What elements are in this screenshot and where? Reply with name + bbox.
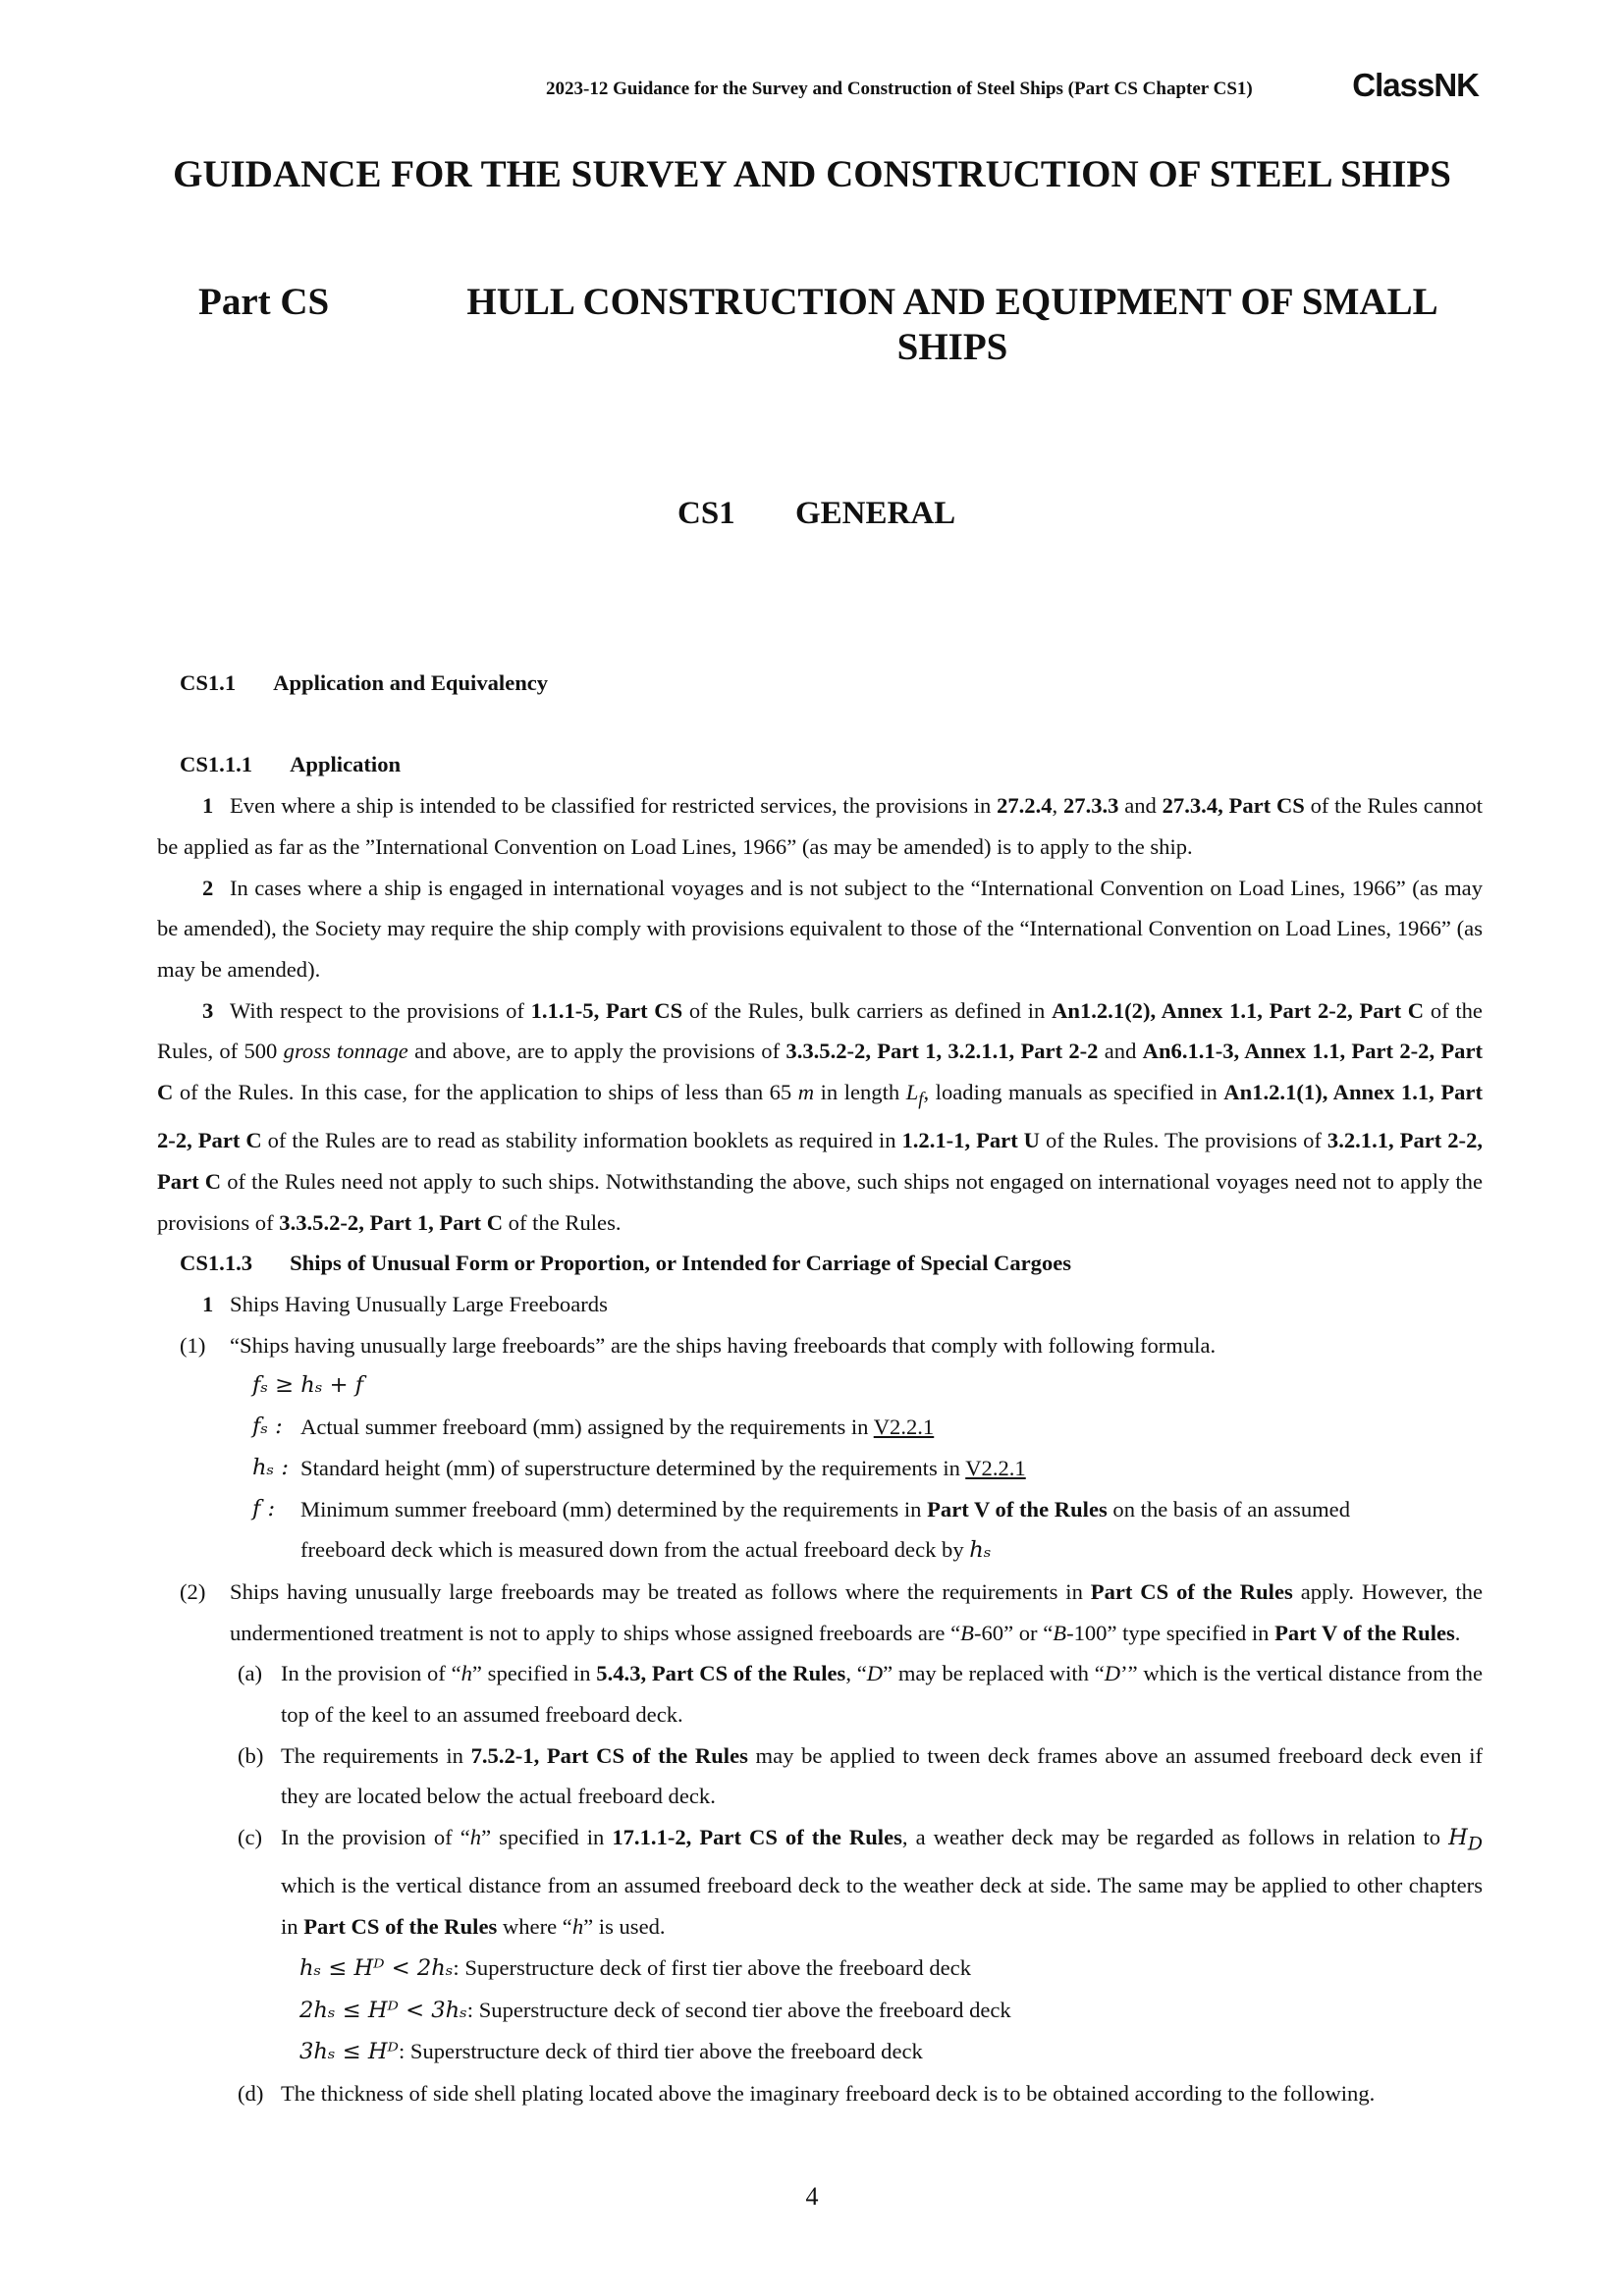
subitem-2: (2) Ships having unusually large freeboards may be treated as follows where the requirements in Part CS of the Rules apply. However, the undermentioned treatment is not to apply to ships whose assigned freeboards are “B-60” or “B-100” type specified in Part V of the Rules. [180, 1578, 1484, 1645]
subitem-2d: (d) The thickness of side shell plating located above the imaginary freeboard deck is to be obtained according to the following. [238, 2080, 1376, 2106]
part-title-line1: HULL CONSTRUCTION AND EQUIPMENT OF SMALL [466, 281, 1438, 323]
tier-3: 3hₛ ≤ Hᴰ: Superstructure deck of third tier above the freeboard deck [299, 2039, 923, 2065]
section-heading-cs1-1-1: CS1.1.1 Application [180, 752, 402, 777]
definition-hs: hₛ : Standard height (mm) of superstructure determined by the requirements in V2.2.1 [252, 1454, 1026, 1480]
part-number: Part CS [198, 281, 330, 323]
formula-definitions [157, 1407, 1483, 1572]
section-heading-cs1-1-3: CS1.1.3 Ships of Unusual Form or Proportion, or Intended for Carriage of Special Cargoes [180, 1251, 1072, 1276]
part-title-line2: SHIPS [896, 326, 1008, 368]
chapter-title: GENERAL [795, 496, 956, 531]
item-1: 1 Ships Having Unusually Large Freeboards [202, 1292, 608, 1317]
running-header-text: 2023-12 Guidance for the Survey and Construction of Steel Ships (Part CS Chapter CS1) [546, 79, 1253, 99]
body-text [157, 663, 1483, 2114]
running-header [546, 67, 1479, 103]
tier-2: 2hₛ ≤ Hᴰ < 3hₛ: Superstructure deck of second tier above the freeboard deck [299, 1997, 1011, 2023]
tier-inequalities [157, 1948, 1483, 2073]
subitem-1: (1) “Ships having unusually large freeboards” are the ships having freeboards that comply with following formula. [180, 1332, 1217, 1358]
subitem-2b: (b) The requirements in 7.5.2-1, Part CS of the Rules may be applied to tween deck frames above an assumed freeboard deck even if they are located below the actual freeboard deck. [238, 1742, 1483, 1809]
page-number: 4 [805, 2182, 819, 2211]
classnk-logo: ClassNK [1352, 67, 1479, 103]
part-title [412, 280, 1492, 370]
paragraph-1: 1 Even where a ship is intended to be classified for restricted services, the provisions in 27.2.4, 27.3.3 and 27.3.4, Part CS of the Rules cannot be applied as far as the ”International Convention on Load Lines, 1966” (as may be amended) is to apply to the ship. [157, 793, 1484, 859]
definition-f-continued: freeboard deck which is measured down from the actual freeboard deck by hₛ [300, 1537, 992, 1564]
subitem-2a: (a) In the provision of “h” specified in 5.4.3, Part CS of the Rules, “D” may be replaced with “D’” which is the vertical distance from the top of the keel to an assumed freeboard deck. [238, 1661, 1484, 1728]
freeboard-formula: fₛ ≥ hₛ + f [252, 1372, 364, 1399]
chapter-number: CS1 [677, 496, 735, 531]
subitem-2c: (c) In the provision of “h” specified in 17.1.1-2, Part CS of the Rules, a weather deck may be regarded as follows in relation to $H_D$ which is the vertical distance from an assumed freeboard deck to the weather deck at side. The same may be applied to other chapters in Part CS of the Rules where “h” is used. [238, 1825, 1483, 1940]
tier-1: hₛ ≤ Hᴰ < 2hₛ: Superstructure deck of first tier above the freeboard deck [299, 1954, 971, 1981]
paragraph-3: 3 With respect to the provisions of 1.1.1-5, Part CS of the Rules, bulk carriers as defined in An1.2.1(2), Annex 1.1, Part 2-2, Part C of the Rules, of 500 gross tonnage and above, are to apply the provisions of 3.3.5.2-2, Part 1, 3.2.1.1, Part 2-2 and An6.1.1-3, Annex 1.1, Part 2-2, Part C of the Rules. In this case, for the application to ships of less than 65 m in length $L_f$, loading manuals as specified in An1.2.1(1), Annex 1.1, Part 2-2, Part C of the Rules are to read as stability information booklets as required in 1.2.1-1, Part U of the Rules. The provisions of 3.2.1.1, Part 2-2, Part C of the Rules need not apply to such ships. Notwithstanding the above, such ships not engaged on international voyages need not to apply the provisions of 3.3.5.2-2, Part 1, Part C of the Rules. [157, 997, 1484, 1235]
section-heading-cs1-1: CS1.1 Application and Equivalency [180, 670, 549, 695]
definition-f: f : Minimum summer freeboard (mm) determined by the requirements in Part V of the Rules on the basis of an assumed [252, 1495, 1351, 1522]
definition-fs: fₛ : Actual summer freeboard (mm) assigned by the requirements in V2.2.1 [252, 1414, 935, 1440]
paragraph-2: 2 In cases where a ship is engaged in international voyages and is not subject to the “International Convention on Load Lines, 1966” (as may be amended), the Society may require the ship comply with provisions equivalent to those of the “International Convention on Load Lines, 1966” (as may be amended). [157, 875, 1483, 982]
document-title: GUIDANCE FOR THE SURVEY AND CONSTRUCTION OF STEEL SHIPS [173, 153, 1451, 195]
